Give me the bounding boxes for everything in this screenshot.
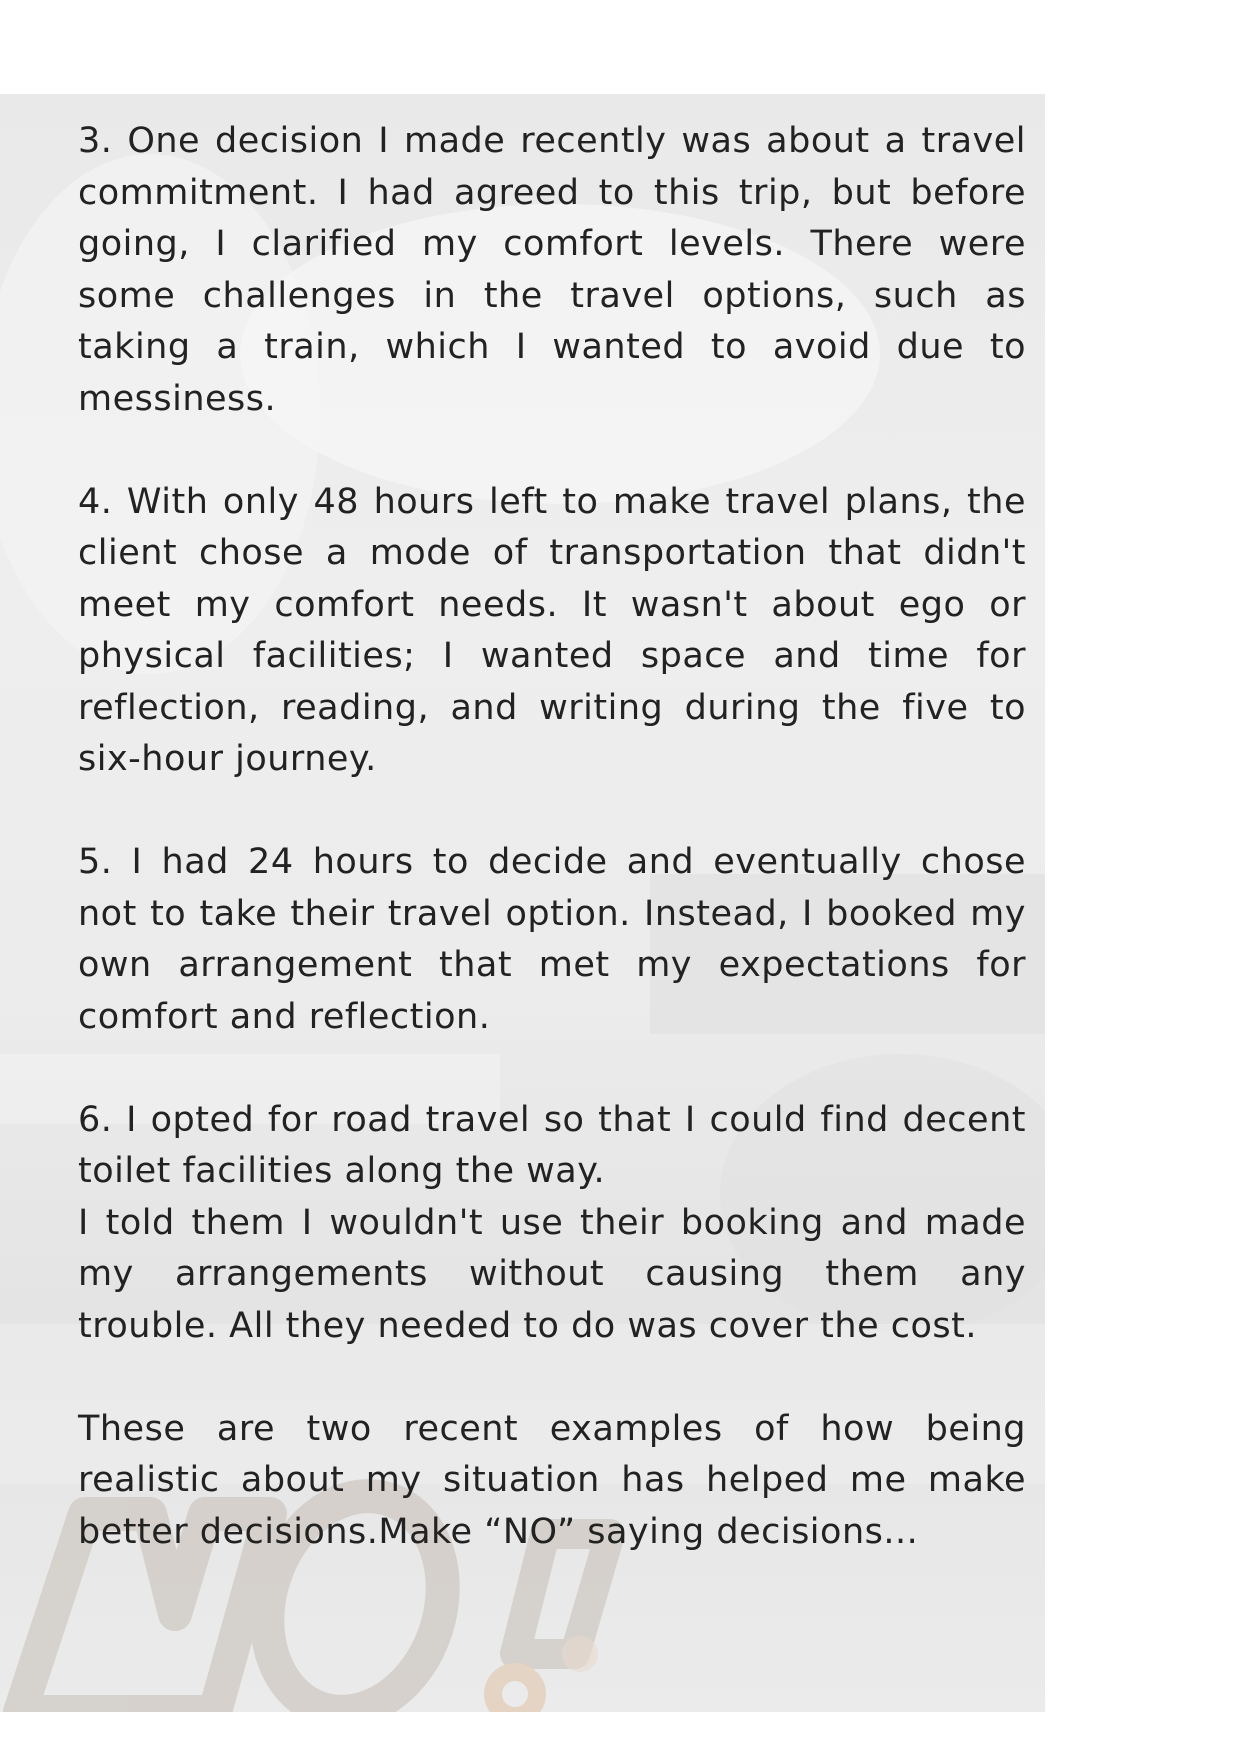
body-text bbox=[78, 116, 1026, 1610]
paragraph-3: 3. One decision I made recently was about a travel commitment. I had agreed to this trip, but before going, I clarified my comfort levels. There were some challenges in the travel options, such as taking a train, which I wanted to avoid due to messiness. bbox=[78, 121, 1026, 419]
paragraph-4: 4. With only 48 hours left to make travel plans, the client chose a mode of transportation that didn't meet my comfort needs. It wasn't about ego or physical facilities; I wanted space and time for reflection, reading, and writing during the five to six-hour journey. bbox=[78, 481, 1026, 779]
paragraph-6-continued: I told them I wouldn't use their booking and made my arrangements without causing them any trouble. All they needed to do was cover the cost. bbox=[78, 1202, 1026, 1346]
paragraph-6: 6. I opted for road travel so that I could find decent toilet facilities along the way. bbox=[78, 1099, 1026, 1191]
closing-paragraph: These are two recent examples of how being realistic about my situation has helped me make better decisions.Make “NO” saying decisions... bbox=[78, 1408, 1026, 1552]
paragraph-5: 5. I had 24 hours to decide and eventually chose not to take their travel option. Instead, I booked my own arrangement that met my expectations for comfort and reflection. bbox=[78, 842, 1026, 1037]
